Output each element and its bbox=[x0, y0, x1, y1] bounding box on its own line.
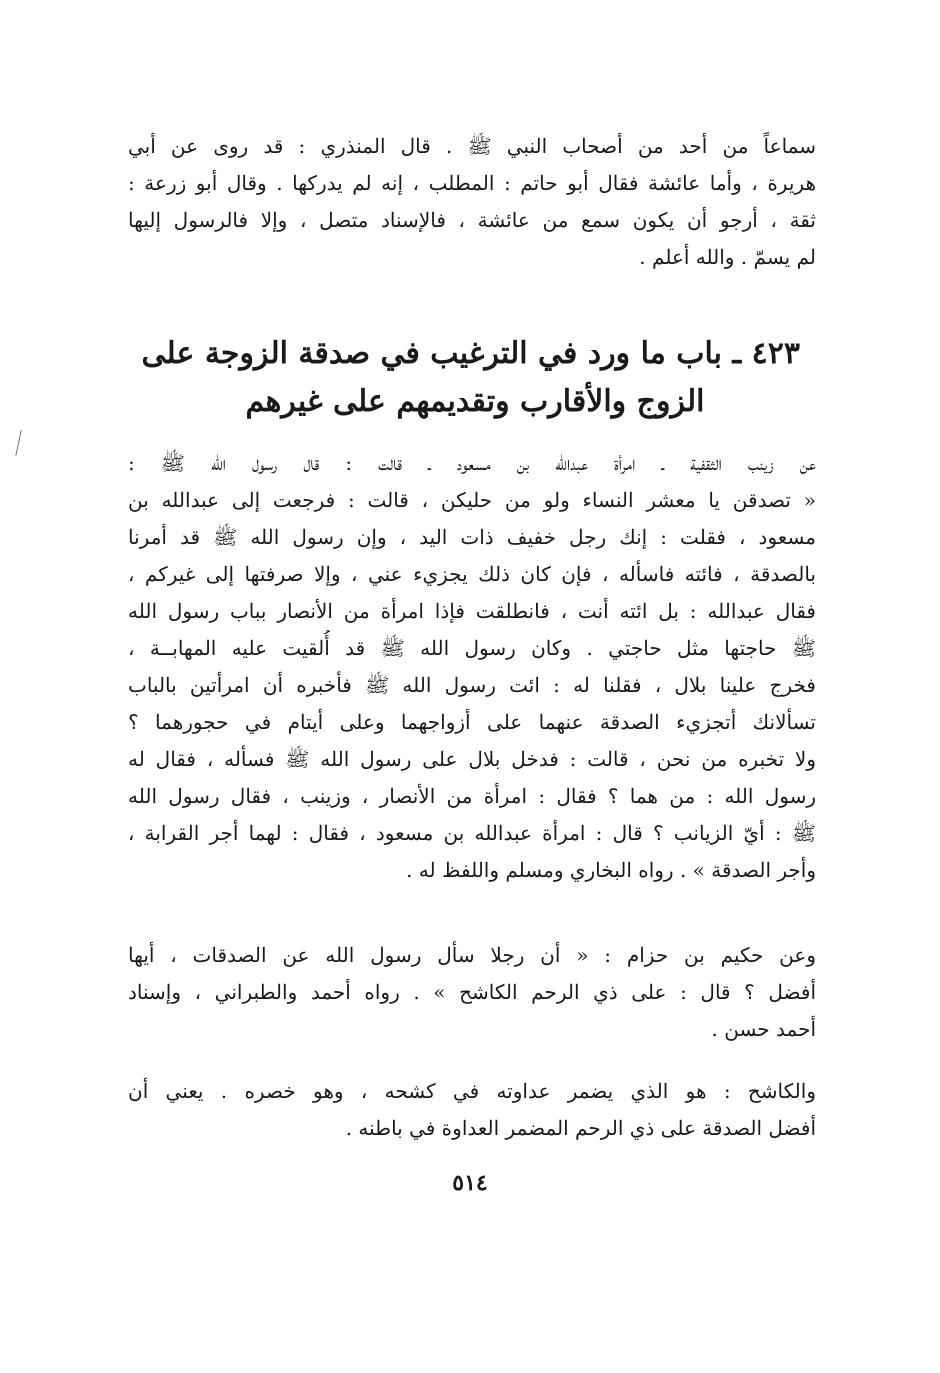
intro-paragraph bbox=[128, 128, 816, 276]
chapter-heading-line: ٤٢٣ ـ باب ما ورد في الترغيب في صدقة الزوجة على bbox=[141, 336, 800, 371]
margin-pencil-mark bbox=[15, 430, 21, 456]
text-line: ﷺ : أيّ الزيانب ؟ قال : امرأة عبدالله بن مسعود ، فقال : لهما أجر القرابة ، bbox=[128, 821, 816, 845]
text-line: ثقة ، أرجو أن يكون سمع من عائشة ، فالإسناد متصل ، وإلا فالرسول إليها bbox=[128, 208, 816, 232]
text-line: أحمد حسن . bbox=[711, 1017, 816, 1041]
text-line: أفضل ؟ قال : على ذي الرحم الكاشح » . رواه أحمد والطبراني ، وإسناد bbox=[128, 980, 816, 1004]
chapter-heading-line: الزوج والأقارب وتقديمهم على غيرهم bbox=[245, 384, 705, 419]
text-line: وأجر الصدقة » . رواه البخاري ومسلم واللفظ له . bbox=[406, 858, 816, 882]
text-line: رسول الله : من هما ؟ فقال : امرأة من الأنصار ، وزينب ، فقال رسول الله bbox=[128, 784, 816, 808]
text-line: هريرة ، وأما عائشة فقال أبو حاتم : المطلب ، إنه لم يدركها . وقال أبو زرعة : bbox=[128, 171, 816, 195]
text-line: وعن حكيم بن حزام : « أن رجلا سأل رسول الله عن الصدقات ، أيها bbox=[128, 943, 816, 967]
text-line: ﷺ حاجتها مثل حاجتي . وكان رسول الله ﷺ قد أُلقيت عليه المهابــة ، bbox=[128, 636, 816, 660]
text-line: أفضل الصدقة على ذي الرحم المضمر العداوة في باطنه . bbox=[345, 1116, 816, 1140]
text-line: « تصدقن يا معشر النساء ولو من حليكن ، قالت : فرجعت إلى عبدالله بن bbox=[128, 488, 816, 512]
text-line: ولا تخبره من نحن ، قالت : فدخل بلال على رسول الله ﷺ فسأله ، فقال له bbox=[128, 747, 816, 771]
text-line: سماعاً من أحد من أصحاب النبي ﷺ . قال المنذري : قد روى عن أبي bbox=[128, 134, 816, 158]
chapter-heading bbox=[141, 330, 800, 426]
explanatory-note bbox=[128, 1073, 816, 1147]
hadith-paragraph-hakim bbox=[128, 937, 816, 1048]
page-number: ٥١٤ bbox=[452, 1170, 488, 1196]
text-line: فخرج علينا بلال ، فقلنا له : ائت رسول الله ﷺ فأخبره أن امرأتين بالباب bbox=[128, 673, 816, 697]
text-line: والكاشح : هو الذي يضمر عداوته في كشحه ، وهو خصره . يعني أن bbox=[128, 1079, 816, 1103]
text-line: بالصدقة ، فائته فاسأله ، فإن كان ذلك يجزيء عني ، وإلا صرفتها إلى غيركم ، bbox=[128, 562, 816, 586]
hadith-paragraph-zaynab bbox=[128, 445, 816, 889]
text-line: لم يسمّ . والله أعلم . bbox=[639, 245, 816, 269]
text-line: عن زينب الثقفية ـ امرأة عبدالله بن مسعود ـ قالت : قال رسول الله ﷺ : bbox=[128, 451, 816, 475]
text-line: مسعود ، فقلت : إنك رجل خفيف ذات اليد ، وإن رسول الله ﷺ قد أمرنا bbox=[128, 525, 816, 549]
text-line: تسألانك أتجزيء الصدقة عنهما على أزواجهما وعلى أيتام في حجورهما ؟ bbox=[128, 710, 816, 734]
text-line: فقال عبدالله : بل ائته أنت ، فانطلقت فإذا امرأة من الأنصار بباب رسول الله bbox=[128, 599, 816, 623]
